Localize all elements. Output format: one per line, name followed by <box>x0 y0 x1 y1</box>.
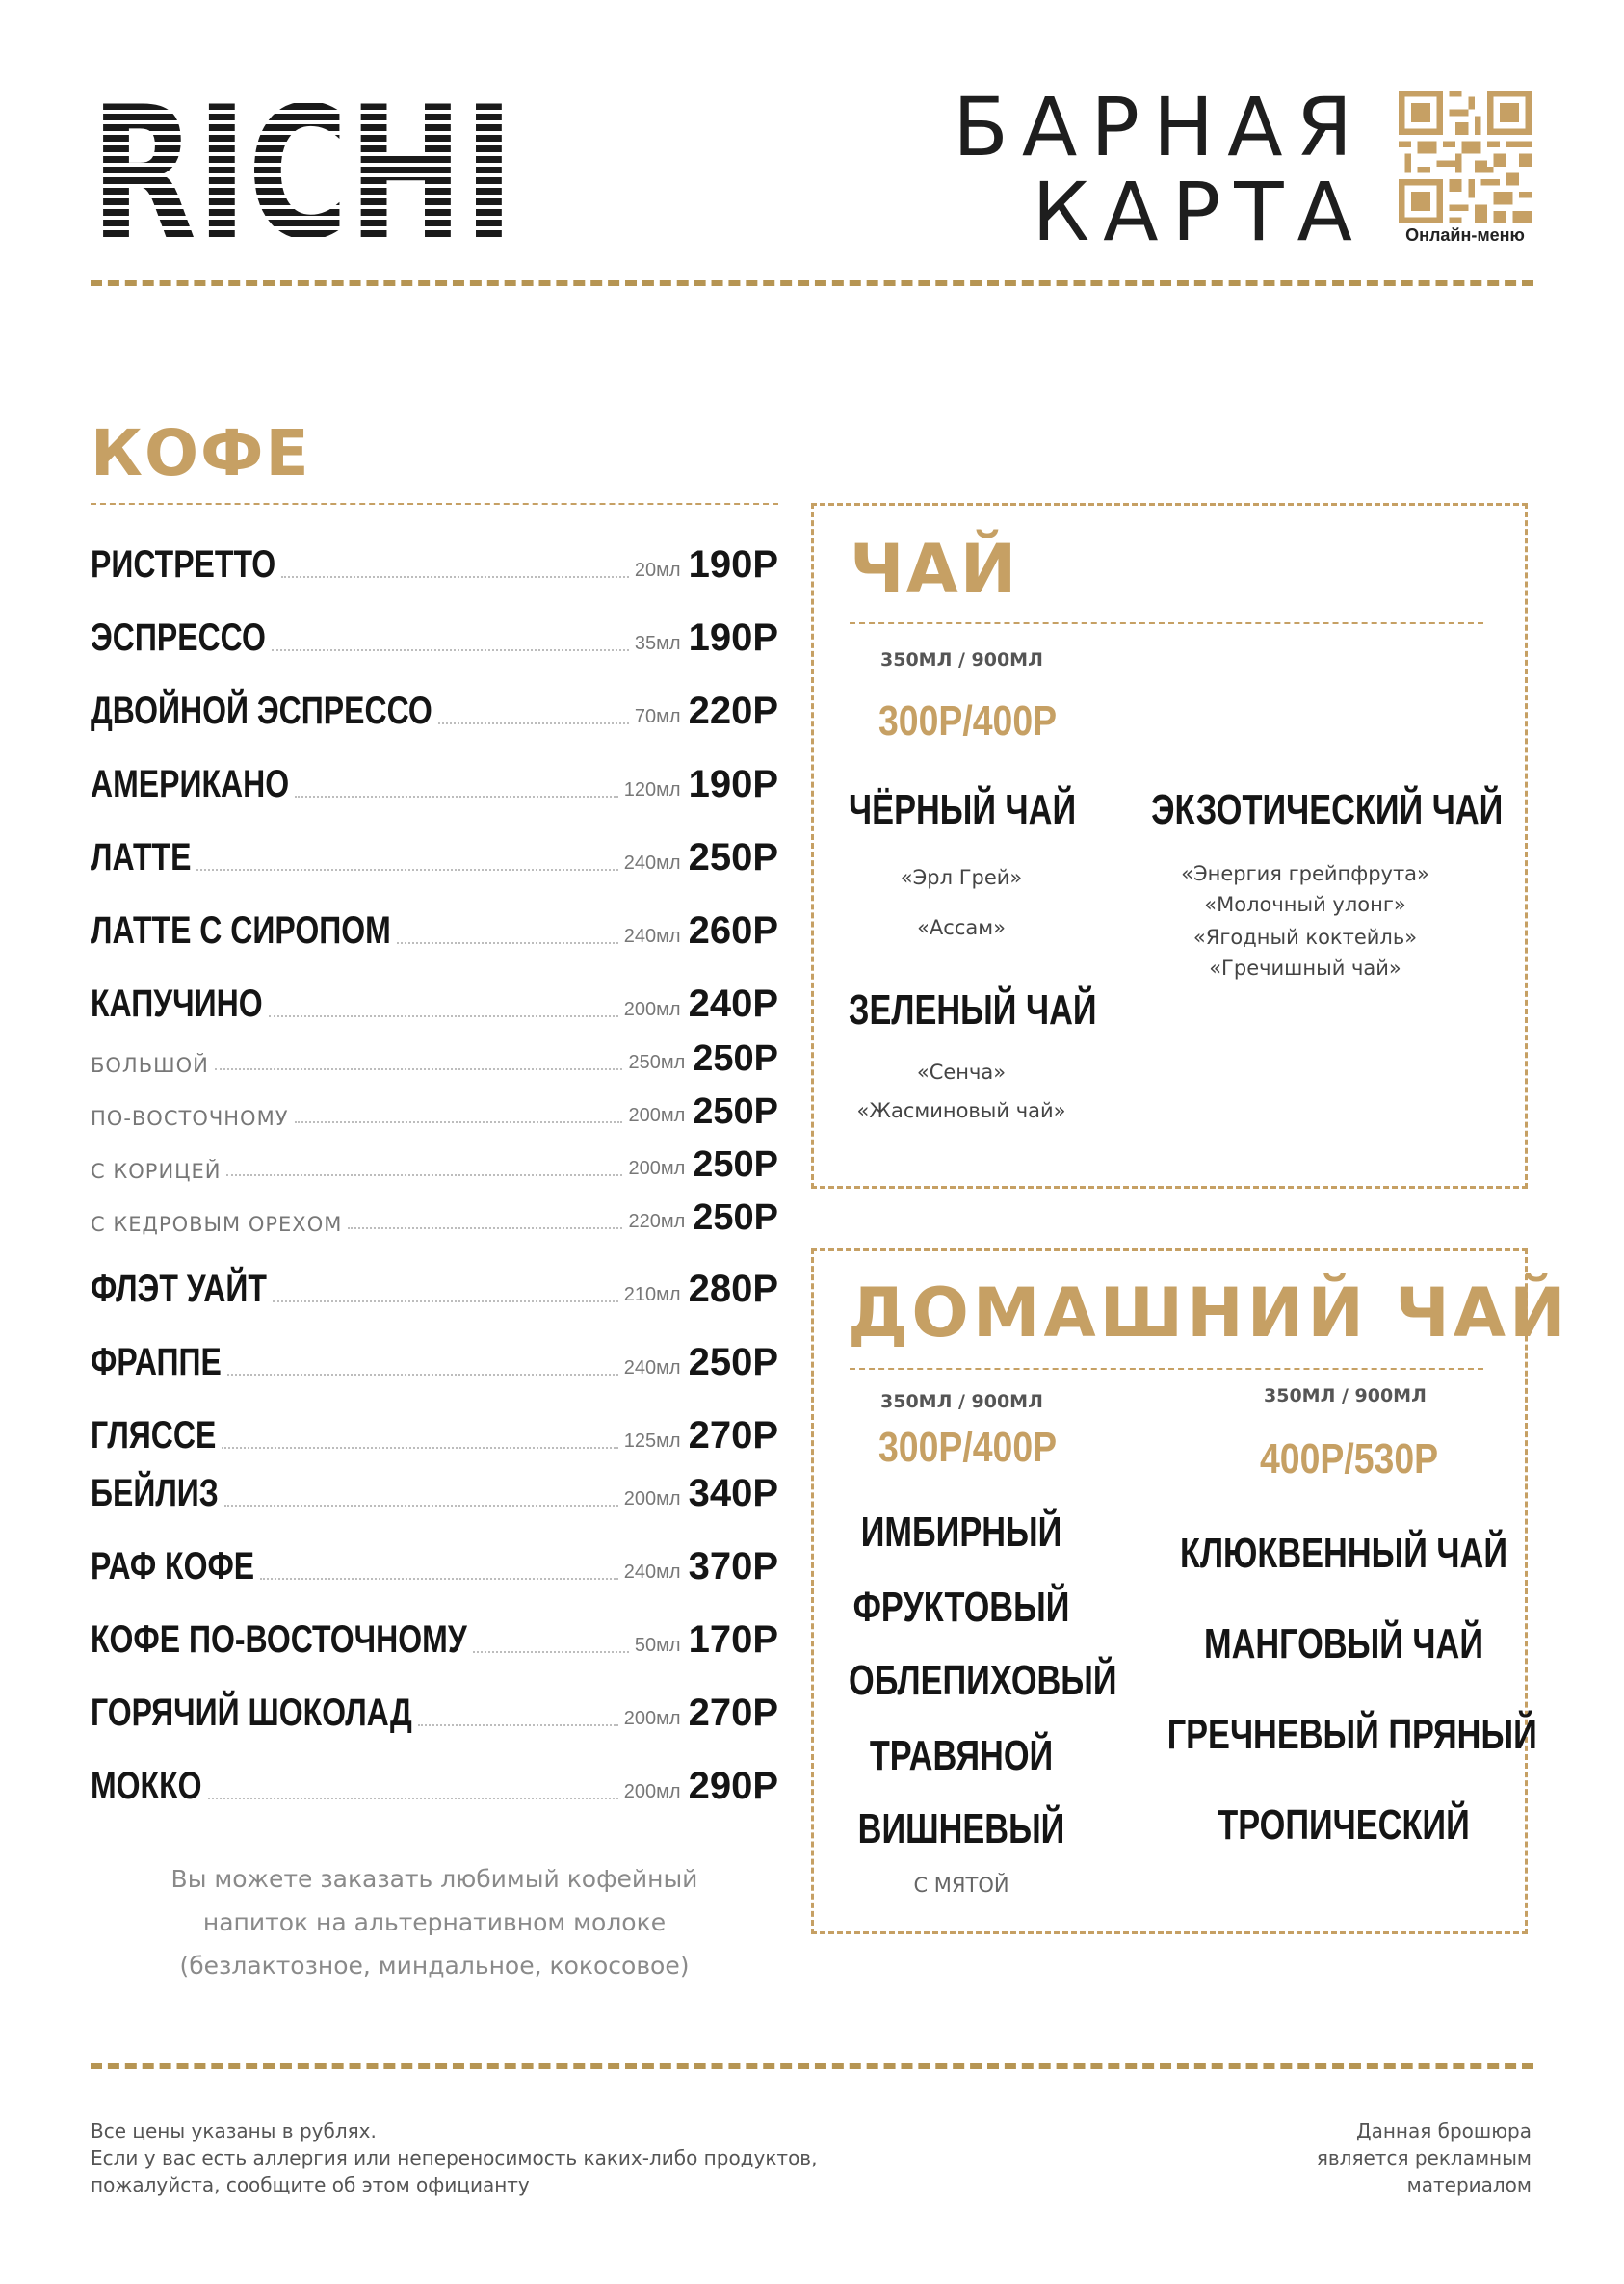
coffee-title: КОФЕ <box>91 416 311 490</box>
item-price: 250Р <box>693 1091 778 1132</box>
exotic-tea-sort: «Ягодный коктейль» <box>1192 926 1418 949</box>
black-tea-sort: «Эрл Грей» <box>900 866 1023 889</box>
home-tea-item: ОБЛЕПИХОВЫЙ <box>849 1657 1117 1704</box>
item-name: ЛАТТЕ С СИРОПОМ <box>91 909 391 952</box>
item-name: ПО-ВОСТОЧНОМУ <box>91 1107 289 1130</box>
item-name: РИСТРЕТТО <box>91 543 276 586</box>
home-tea-item: ТРАВЯНОЙ <box>869 1732 1054 1779</box>
tea-title: ЧАЙ <box>850 530 1019 609</box>
item-price: 340Р <box>688 1472 778 1514</box>
item-name: С КОРИЦЕЙ <box>91 1160 222 1183</box>
item-volume: 250мл <box>628 1052 686 1073</box>
home-tea-item: КЛЮКВЕННЫЙ ЧАЙ <box>1180 1530 1507 1577</box>
note-line-1: Вы можете заказать любимый кофейный <box>170 1865 698 1893</box>
item-price: 260Р <box>688 909 778 952</box>
top-divider <box>91 280 1533 286</box>
home-tea-title-rule <box>850 1368 1483 1370</box>
item-volume: 240мл <box>623 926 681 947</box>
home-tea-left-price: 300Р/400Р <box>878 1424 1058 1471</box>
home-tea-item: ТРОПИЧЕСКИЙ <box>1218 1801 1470 1849</box>
item-price: 190Р <box>688 617 778 659</box>
coffee-item <box>91 1239 778 1312</box>
footer-left-line: пожалуйста, сообщите об этом официанту <box>91 2173 530 2196</box>
coffee-item <box>91 514 778 588</box>
qr-label: Онлайн-меню <box>1405 225 1525 245</box>
item-name: ДВОЙНОЙ ЭСПРЕССО <box>91 690 432 732</box>
coffee-title-rule <box>91 503 778 505</box>
item-price: 250Р <box>693 1038 778 1079</box>
item-name: С КЕДРОВЫМ ОРЕХОМ <box>91 1213 343 1236</box>
home-tea-left-volume: 350МЛ / 900МЛ <box>880 1391 1043 1412</box>
item-volume: 200мл <box>628 1105 686 1126</box>
item-volume: 220мл <box>628 1211 686 1232</box>
coffee-item <box>91 661 778 734</box>
coffee-item <box>91 734 778 807</box>
footer-left-line: Все цены указаны в рублях. <box>91 2119 377 2142</box>
green-tea-sort: «Жасминовый чай» <box>856 1099 1066 1122</box>
footer-right-line: Данная брошюра <box>1355 2119 1532 2142</box>
home-tea-title: ДОМАШНИЙ ЧАЙ <box>848 1273 1570 1352</box>
alt-milk-note <box>91 1857 778 1987</box>
coffee-item <box>91 1663 778 1736</box>
item-name: ЭСПРЕССО <box>91 617 266 659</box>
tea-price: 300Р/400Р <box>878 697 1058 745</box>
item-price: 370Р <box>688 1545 778 1588</box>
item-volume: 200мл <box>623 1708 681 1729</box>
coffee-item <box>91 807 778 880</box>
exotic-tea-sort: «Молочный улонг» <box>1204 893 1406 916</box>
item-volume: 210мл <box>623 1284 681 1305</box>
exotic-tea-name: ЭКЗОТИЧЕСКИЙ ЧАЙ <box>1151 786 1504 833</box>
item-volume: 240мл <box>623 1357 681 1378</box>
green-tea-name: ЗЕЛЕНЫЙ ЧАЙ <box>849 986 1097 1034</box>
bottom-divider <box>91 2063 1533 2069</box>
item-price: 280Р <box>688 1268 778 1310</box>
tea-title-rule <box>850 622 1483 624</box>
item-price: 270Р <box>688 1414 778 1457</box>
coffee-item <box>91 1458 778 1516</box>
exotic-tea-sort: «Гречишный чай» <box>1209 957 1401 980</box>
qr-code-icon[interactable] <box>1399 91 1532 223</box>
item-price: 190Р <box>688 763 778 805</box>
item-name: МОККО <box>91 1765 202 1807</box>
home-tea-item: МАНГОВЫЙ ЧАЙ <box>1203 1620 1484 1667</box>
title-line-2: КАРТА <box>1032 165 1366 259</box>
richi-logo <box>91 92 514 241</box>
item-name: БЕЙЛИЗ <box>91 1472 219 1514</box>
note-line-2: напиток на альтернативном молоке <box>202 1908 667 1936</box>
item-volume: 70мл <box>634 706 681 727</box>
bar-menu-title <box>953 80 1366 259</box>
coffee-subitem <box>91 1186 778 1239</box>
item-volume: 200мл <box>623 1781 681 1802</box>
coffee-item <box>91 588 778 661</box>
black-tea-sort: «Ассам» <box>917 916 1006 939</box>
coffee-item <box>91 954 778 1027</box>
black-tea-name: ЧЁРНЫЙ ЧАЙ <box>849 786 1077 833</box>
coffee-item <box>91 1736 778 1809</box>
item-volume: 20мл <box>634 560 681 581</box>
item-volume: 240мл <box>623 853 681 874</box>
footer-right-line: материалом <box>1406 2173 1532 2196</box>
item-volume: 120мл <box>623 779 681 801</box>
item-price: 270Р <box>688 1692 778 1734</box>
coffee-item <box>91 1589 778 1663</box>
home-tea-item: ФРУКТОВЫЙ <box>852 1584 1070 1631</box>
item-name: ФЛЭТ УАЙТ <box>91 1268 267 1310</box>
home-tea-right-volume: 350МЛ / 900МЛ <box>1264 1385 1427 1406</box>
tea-volume: 350МЛ / 900МЛ <box>880 649 1043 670</box>
home-tea-right-price: 400Р/530Р <box>1260 1435 1439 1483</box>
item-name: ФРАППЕ <box>91 1341 222 1383</box>
item-volume: 35мл <box>634 633 681 654</box>
coffee-subitem <box>91 1027 778 1080</box>
exotic-tea-sort: «Энергия грейпфрута» <box>1181 862 1429 885</box>
item-price: 250Р <box>688 836 778 879</box>
coffee-list <box>91 514 778 1809</box>
item-volume: 50мл <box>634 1635 681 1656</box>
home-tea-item-sub: С МЯТОЙ <box>913 1874 1009 1897</box>
item-price: 220Р <box>688 690 778 732</box>
coffee-item <box>91 1312 778 1385</box>
item-price: 250Р <box>688 1341 778 1383</box>
item-price: 250Р <box>693 1144 778 1185</box>
coffee-item <box>91 880 778 954</box>
item-volume: 200мл <box>623 999 681 1020</box>
item-name: РАФ КОФЕ <box>91 1545 255 1588</box>
item-volume: 200мл <box>623 1488 681 1510</box>
item-name: БОЛЬШОЙ <box>91 1054 209 1077</box>
footer-disclaimer <box>91 2117 817 2198</box>
footer-advert-note <box>1317 2117 1532 2198</box>
item-name: КАПУЧИНО <box>91 983 263 1025</box>
item-price: 290Р <box>688 1765 778 1807</box>
note-line-3: (безлактозное, миндальное, кокосовое) <box>179 1952 690 1980</box>
item-name: ЛАТТЕ <box>91 836 192 879</box>
item-price: 250Р <box>693 1197 778 1238</box>
item-volume: 240мл <box>623 1562 681 1583</box>
item-name: ГЛЯССЕ <box>91 1414 217 1457</box>
coffee-subitem <box>91 1133 778 1186</box>
item-name: КОФЕ ПО-ВОСТОЧНОМУ <box>91 1618 467 1661</box>
coffee-subitem <box>91 1080 778 1133</box>
item-price: 240Р <box>688 983 778 1025</box>
footer-right-line: является рекламным <box>1316 2146 1532 2169</box>
item-price: 190Р <box>688 543 778 586</box>
green-tea-sort: «Сенча» <box>916 1061 1007 1084</box>
item-name: АМЕРИКАНО <box>91 763 290 805</box>
home-tea-item: ГРЕЧНЕВЫЙ ПРЯНЫЙ <box>1166 1711 1537 1758</box>
title-line-1: БАРНАЯ <box>953 80 1366 174</box>
item-name: ГОРЯЧИЙ ШОКОЛАД <box>91 1692 412 1734</box>
footer-left-line: Если у вас есть аллергия или непереносимость каких-либо продуктов, <box>91 2146 818 2169</box>
home-tea-item: ВИШНЕВЫЙ <box>857 1805 1065 1852</box>
coffee-item <box>91 1385 778 1458</box>
item-price: 170Р <box>688 1618 778 1661</box>
coffee-item <box>91 1516 778 1589</box>
home-tea-item: ИМБИРНЫЙ <box>860 1509 1062 1556</box>
item-volume: 200мл <box>628 1158 686 1179</box>
item-volume: 125мл <box>623 1431 681 1452</box>
